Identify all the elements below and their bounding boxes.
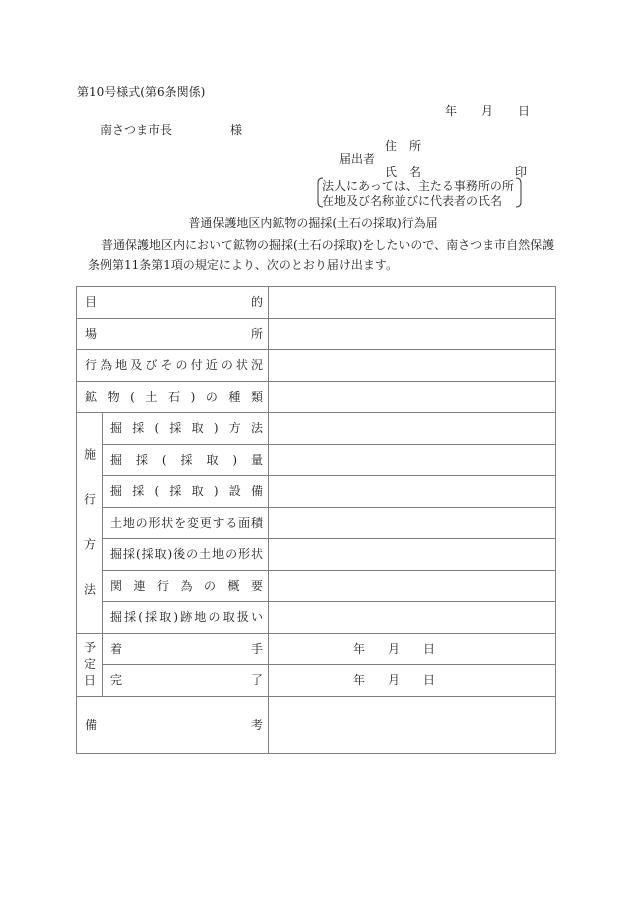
table-row-location: [77, 318, 556, 350]
value-cell: [269, 444, 556, 476]
seal-mark: 印: [515, 165, 528, 179]
purpose-value-cell: [269, 287, 556, 319]
notification-form-table: [76, 286, 556, 754]
corporate-note-line-1: 法人にあっては、主たる事務所の所: [322, 179, 514, 193]
row-label: 掘採(採取)跡地の取扱い: [103, 602, 269, 634]
body-line-2: 条例第11条第1項の規定により、次のとおり届け出ます。: [88, 258, 398, 272]
row-label: 鉱物(土石)の種類: [77, 381, 269, 413]
table-row-altered-area: [77, 507, 556, 539]
table-row-remarks: [77, 696, 556, 754]
schedule-group-label: 予定日: [82, 640, 97, 690]
schedule-group-cell: [77, 633, 103, 696]
date-day: 日: [423, 641, 436, 656]
corporate-note-line-2: 在地及び名称並びに代表者の氏名: [322, 194, 503, 208]
row-label: 関連行為の概要: [103, 570, 269, 602]
value-cell: [269, 539, 556, 571]
value-cell: [269, 602, 556, 634]
table-row-extraction-method: [77, 413, 556, 445]
row-label: 備考: [77, 696, 269, 754]
form-number: 第10号様式(第6条関係): [77, 85, 206, 99]
remarks-value-cell: [269, 696, 556, 754]
table-row-end-date: [77, 665, 556, 697]
date-day: 日: [423, 673, 436, 688]
table-row-post-extraction-shape: [77, 539, 556, 571]
table-row-extraction-volume: [77, 444, 556, 476]
notifier-label: 届出者: [339, 152, 376, 166]
row-label: 着手: [103, 633, 269, 665]
address-label: 住 所: [385, 139, 422, 153]
site-conditions-value-cell: [269, 350, 556, 382]
body-line-1: 普通保護地区内において鉱物の掘採(土石の採取)をしたいので、南さつま市自然保護: [101, 238, 555, 252]
mineral-type-value-cell: [269, 381, 556, 413]
value-cell: [269, 507, 556, 539]
date-year: 年: [445, 104, 458, 118]
row-label: 場所: [77, 318, 269, 350]
table-row-purpose: [77, 287, 556, 319]
end-date-cell: [269, 665, 556, 697]
execution-method-group-label: 施行方法: [82, 447, 97, 628]
name-label: 氏 名: [385, 165, 422, 179]
row-label: 目的: [77, 287, 269, 319]
row-label: 掘採(採取)量: [103, 444, 269, 476]
date-month: 月: [388, 641, 401, 656]
table-row-site-handling: [77, 602, 556, 634]
submission-date: [445, 104, 530, 118]
row-label: 土地の形状を変更する面積: [103, 507, 269, 539]
addressee-honorific: 様: [230, 123, 243, 137]
date-month: 月: [388, 673, 401, 688]
value-cell: [269, 570, 556, 602]
addressee-name: 南さつま市長: [100, 123, 173, 137]
row-label: 完了: [103, 665, 269, 697]
date-day: 日: [518, 104, 531, 118]
document-title: 普通保護地区内鉱物の掘採(土石の採取)行為届: [188, 216, 438, 230]
table-row-site-conditions: [77, 350, 556, 382]
value-cell: [269, 413, 556, 445]
date-month: 月: [481, 104, 494, 118]
row-label: 行為地及びその付近の状況: [77, 350, 269, 382]
date-year: 年: [353, 641, 366, 656]
date-year: 年: [353, 673, 366, 688]
table-row-mineral-type: [77, 381, 556, 413]
location-value-cell: [269, 318, 556, 350]
table-row-related-activities: [77, 570, 556, 602]
value-cell: [269, 476, 556, 508]
row-label: 掘採(採取)方法: [103, 413, 269, 445]
right-bracket: [516, 178, 521, 207]
row-label: 掘採(採取)後の土地の形状: [103, 539, 269, 571]
execution-method-group-cell: [77, 413, 103, 634]
row-label: 掘採(採取)設備: [103, 476, 269, 508]
table-row-start-date: [77, 633, 556, 665]
start-date-cell: [269, 633, 556, 665]
table-row-extraction-equipment: [77, 476, 556, 508]
